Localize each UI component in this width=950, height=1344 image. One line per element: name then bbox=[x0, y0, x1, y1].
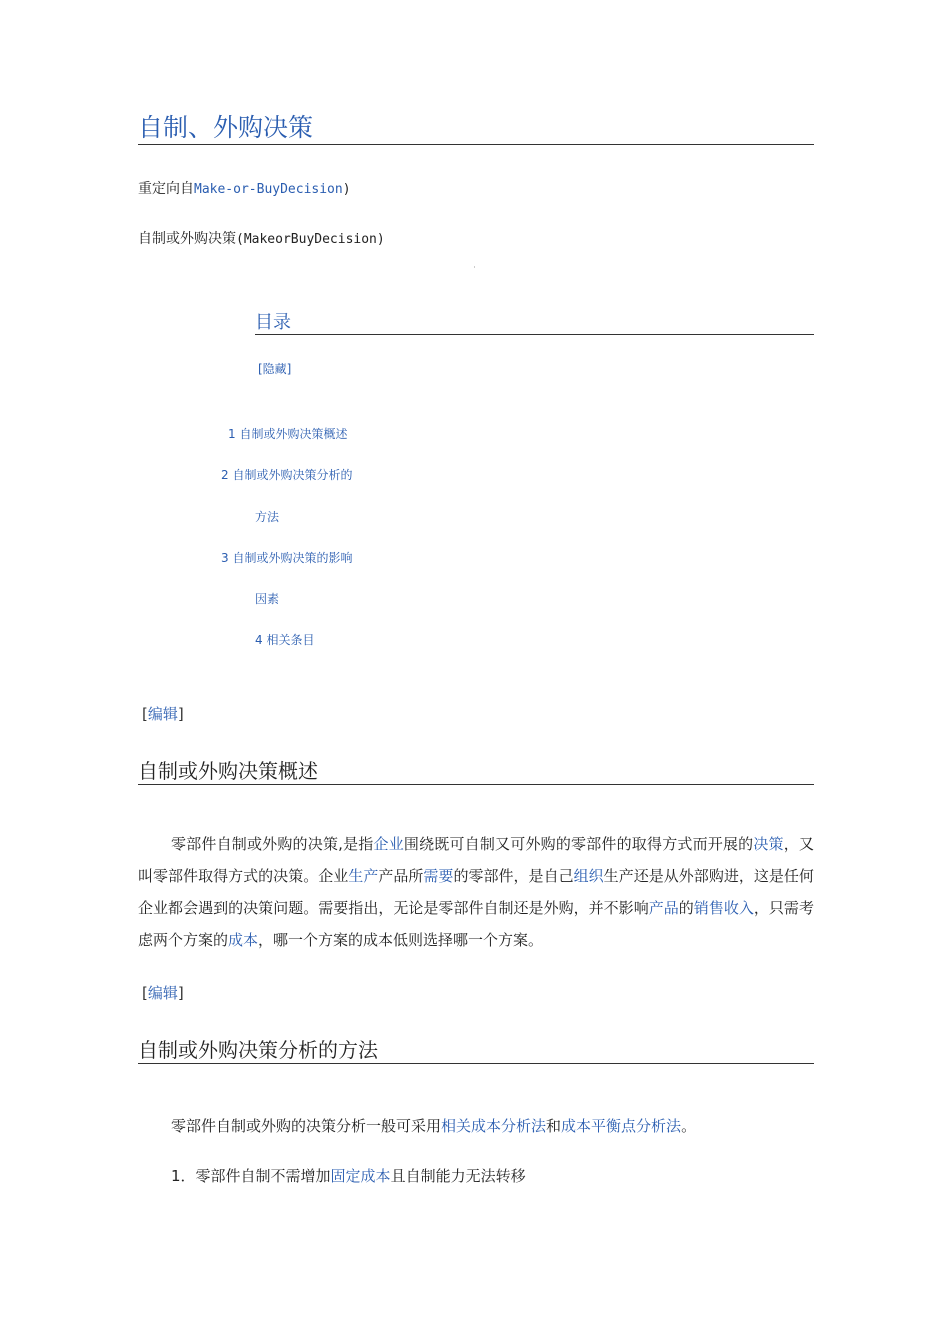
toc-toggle-button[interactable]: [隐藏] bbox=[258, 362, 292, 376]
link-production[interactable]: 生产 bbox=[348, 867, 379, 885]
text: 1．零部件自制不需增加 bbox=[171, 1167, 331, 1185]
edit-bracket-close: ] bbox=[177, 984, 184, 1002]
text: 围绕既可自制又可外购的零部件的取得方式而开展的 bbox=[403, 835, 754, 853]
text: 零部件自制或外购的决策,是指 bbox=[171, 835, 374, 853]
link-sales-revenue[interactable]: 销售收入 bbox=[693, 899, 754, 917]
toc-item-3-cont[interactable]: 因素 bbox=[255, 592, 280, 606]
toc-item-2-cont[interactable]: 方法 bbox=[255, 510, 280, 524]
edit-section-1 bbox=[142, 704, 184, 724]
text: 产品所 bbox=[378, 867, 424, 885]
edit-bracket-open: [ bbox=[142, 984, 148, 1002]
redirect-note bbox=[138, 179, 351, 200]
link-organize[interactable]: 组织 bbox=[573, 867, 604, 885]
edit-section-2 bbox=[142, 983, 184, 1003]
text: 且自制能力无法转移 bbox=[390, 1167, 526, 1185]
link-decision[interactable]: 决策 bbox=[753, 835, 784, 853]
toc-item-4[interactable]: 4 相关条目 bbox=[255, 633, 315, 647]
redirect-prefix: 重定向自 bbox=[138, 181, 194, 197]
text: 的 bbox=[678, 899, 694, 917]
text: 。 bbox=[681, 1117, 697, 1135]
edit-link[interactable]: 编辑 bbox=[147, 705, 178, 723]
alias-line bbox=[138, 229, 385, 250]
text: 和 bbox=[546, 1117, 562, 1135]
toc-title: 目录 bbox=[255, 312, 814, 335]
text: ，只需考虑两个方案的 bbox=[138, 899, 814, 949]
page-title: 自制、外购决策 bbox=[138, 112, 814, 145]
toc-item-3[interactable]: 3 自制或外购决策的影响 bbox=[221, 551, 353, 565]
edit-bracket-close: ] bbox=[177, 705, 184, 723]
link-fixed-cost[interactable]: 固定成本 bbox=[330, 1167, 391, 1185]
link-cost-breakeven-analysis[interactable]: 成本平衡点分析法 bbox=[561, 1117, 682, 1135]
alias-en: (MakeorBuyDecision) bbox=[236, 232, 385, 247]
edit-bracket-open: [ bbox=[142, 705, 148, 723]
divider-mark bbox=[474, 266, 475, 268]
text: 的零部件，是自己 bbox=[453, 867, 574, 885]
section-heading-overview: 自制或外购决策概述 bbox=[138, 758, 814, 785]
section-heading-methods: 自制或外购决策分析的方法 bbox=[138, 1037, 814, 1064]
redirect-suffix: ) bbox=[342, 182, 351, 197]
link-enterprise[interactable]: 企业 bbox=[373, 835, 404, 853]
link-product[interactable]: 产品 bbox=[648, 899, 679, 917]
toc-item-2[interactable]: 2 自制或外购决策分析的 bbox=[221, 468, 353, 482]
link-demand[interactable]: 需要 bbox=[423, 867, 454, 885]
redirect-link[interactable]: Make-or-BuyDecision bbox=[194, 182, 343, 197]
toc-item-1[interactable]: 1 自制或外购决策概述 bbox=[228, 427, 348, 441]
text: 零部件自制或外购的决策分析一般可采用 bbox=[171, 1117, 442, 1135]
edit-link[interactable]: 编辑 bbox=[147, 984, 178, 1002]
alias-cn: 自制或外购决策 bbox=[138, 231, 236, 247]
link-relevant-cost-analysis[interactable]: 相关成本分析法 bbox=[441, 1117, 547, 1135]
text: ，哪一个方案的成本低则选择哪一个方案。 bbox=[258, 931, 544, 949]
methods-intro bbox=[171, 1116, 696, 1136]
text: ，又叫零部件取得方式的决策。企业 bbox=[138, 835, 814, 885]
text: 生产还是从外部购进，这是任何企业都会遇到的决策问题。需要指出，无论是零部件自制还是外购，并不影响 bbox=[138, 867, 814, 917]
link-cost[interactable]: 成本 bbox=[228, 931, 259, 949]
methods-item-1 bbox=[171, 1166, 526, 1186]
overview-paragraph bbox=[138, 828, 814, 956]
